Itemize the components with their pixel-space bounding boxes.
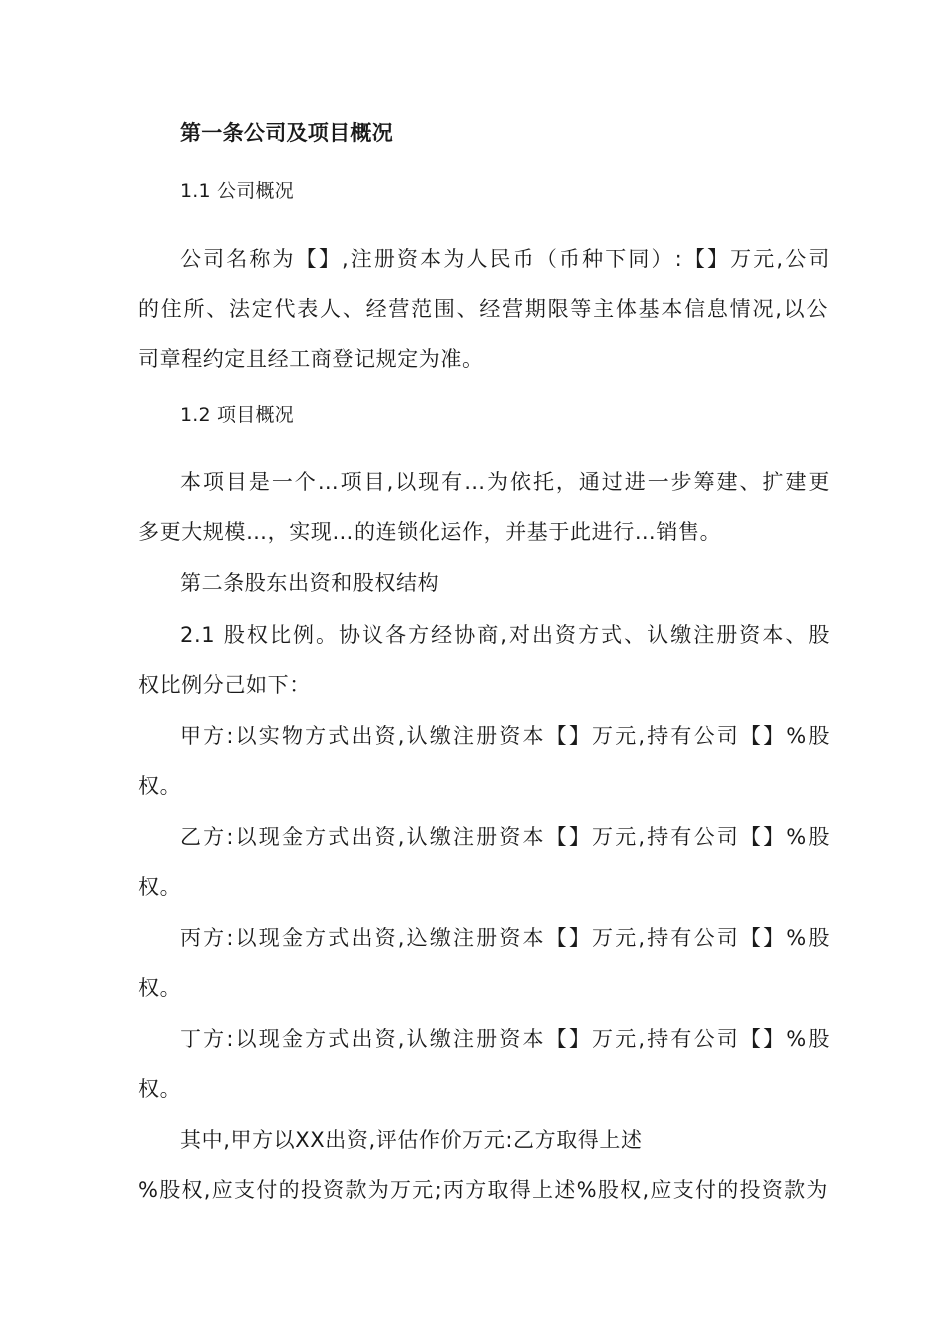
party-b-line-1: 乙方:以现金方式出资,认缴注册资本【】万元,持有公司【】%股 <box>180 825 830 849</box>
section-2-1-line-1: 2.1 股权比例。协议各方经协商,对出资方式、认缴注册资本、股 <box>180 623 830 647</box>
section-1-2-heading: 1.2 项目概况 <box>180 404 294 426</box>
closing-line-1: 其中,甲方以XX出资,评估作价万元:乙方取得上述 <box>180 1128 643 1152</box>
section-2-1-line-2: 权比例分己如下： <box>138 673 311 697</box>
party-d-line-2: 权。 <box>138 1077 182 1101</box>
section-1-2-line-1: 本项目是一个…项目,以现有…为依托，通过进一步筹建、扩建更 <box>180 470 830 494</box>
section-1-1-line-3: 司章程约定且经工商登记规定为准。 <box>138 347 484 371</box>
party-a-line-1: 甲方:以实物方式出资,认缴注册资本【】万元,持有公司【】%股 <box>180 724 830 748</box>
party-b-line-2: 权。 <box>138 875 182 899</box>
section-1-1-line-1: 公司名称为【】,注册资本为人民币（币种下同）:【】万元,公司 <box>180 247 830 271</box>
section-1-1-heading: 1.1 公司概况 <box>180 180 294 202</box>
section-1-1-line-2: 的住所、法定代表人、经营范围、经营期限等主体基本信息情况,以公 <box>138 297 828 321</box>
party-c-line-2: 权。 <box>138 976 182 1000</box>
closing-line-2: %股权,应支付的投资款为万元;丙方取得上述%股权,应支付的投资款为 <box>138 1178 828 1202</box>
party-c-line-1: 丙方:以现金方式出资,込缴注册资本【】万元,持有公司【】%股 <box>180 926 830 950</box>
article-1-title: 第一条公司及项目概况 <box>180 121 393 145</box>
party-d-line-1: 丁方:以现金方式出资,认缴注册资本【】万元,持有公司【】%股 <box>180 1027 830 1051</box>
article-2-title: 第二条股东出资和股权结构 <box>180 571 440 595</box>
party-a-line-2: 权。 <box>138 774 182 798</box>
section-1-2-line-2: 多更大规模…，实现…的连锁化运作，并基于此进行…销售。 <box>138 520 722 544</box>
